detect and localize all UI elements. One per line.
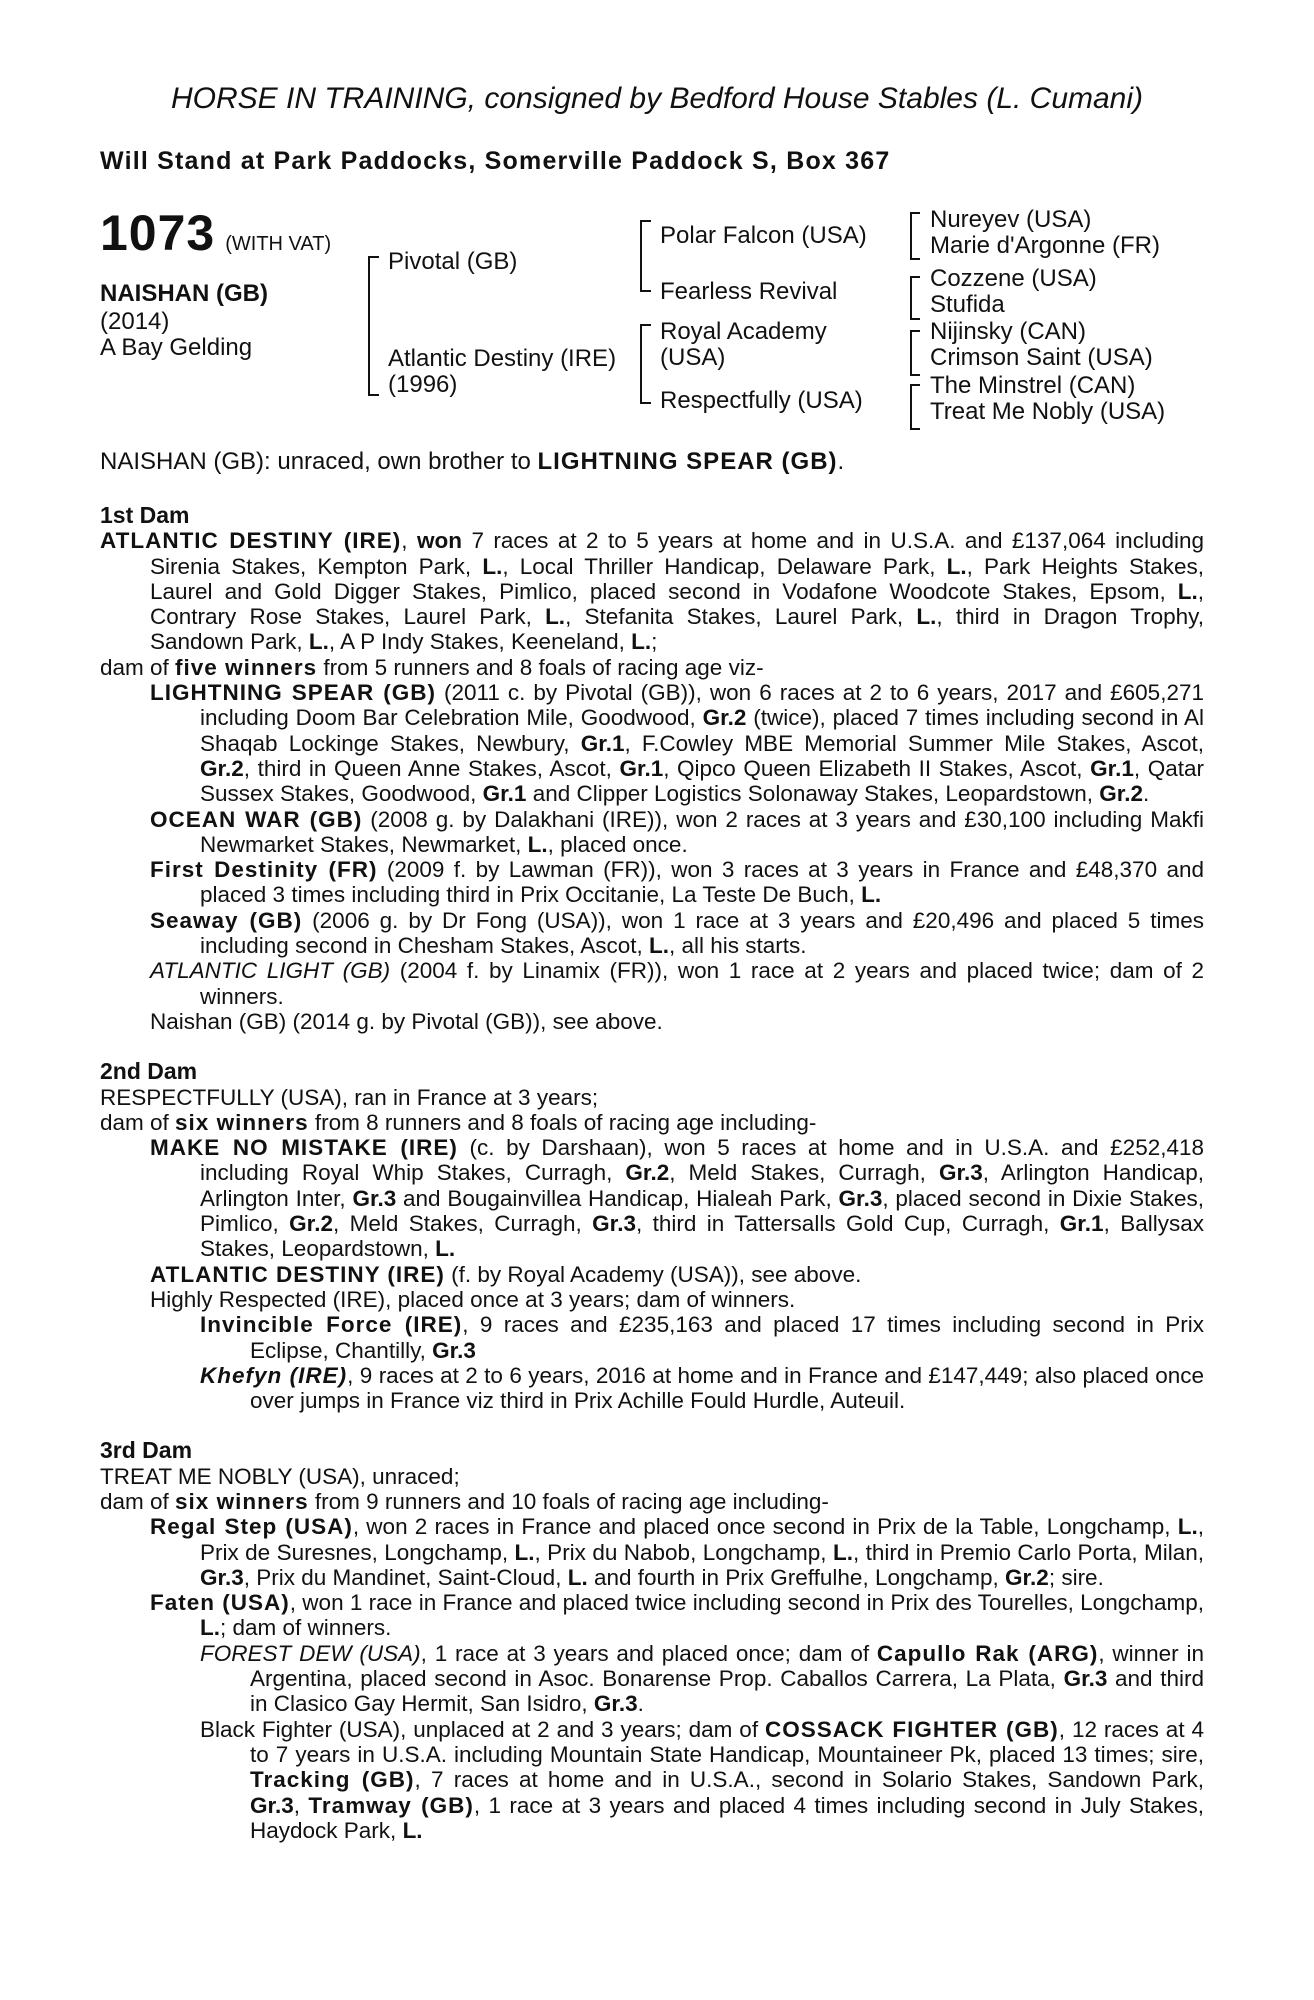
pedigree-brace (910, 276, 920, 320)
horse-year: (2014) (100, 308, 170, 335)
pedigree-g3-5: Nijinsky (CAN) (930, 318, 1086, 345)
stand-location: Will Stand at Park Paddocks, Somerville Paddock S, Box 367 (100, 147, 891, 175)
pedigree-brace (910, 212, 920, 260)
produce-entry: Faten (USA), won 1 race in France and placed twice including second in Prix des Tourelles, Longchamp, L.; dam of winners. (150, 1590, 1205, 1641)
grandproduce-entry: FOREST DEW (USA), 1 race at 3 years and placed once; dam of Capullo Rak (ARG), winner in Argentina, placed second in Asoc. Bonarense Prop. Caballos Carrera, La Plata, Gr.3 and third in Clasico Gay Hermit, San Isidro, Gr.3. (200, 1640, 1205, 1717)
pedigree-g3-2: Marie d'Argonne (FR) (930, 232, 1160, 259)
pedigree-dam-year: (1996) (388, 371, 458, 398)
second-dam-record: RESPECTFULLY (USA), ran in France at 3 years; (100, 1084, 599, 1110)
produce-entry: LIGHTNING SPEAR (GB) (2011 c. by Pivotal (GB)), won 6 races at 2 to 6 years, 2017 and £605,271 including Doom Bar Celebration Mile, Goodwood, Gr.2 (twice), placed 7 times including second in Al Shaqab Lockinge Stakes, Newbury, Gr.1, F.Cowley MBE Memorial Summer Mile Stakes, Ascot, Gr.2, third in Queen Anne Stakes, Ascot, Gr.1, Qipco Queen Elizabeth II Stakes, Ascot, Gr.1, Qatar Sussex Stakes, Goodwood, Gr.1 and Clipper Logistics Solonaway Stakes, Leopardstown, Gr.2. (150, 680, 1204, 807)
grandproduce-entry: Khefyn (IRE), 9 races at 2 to 6 years, 2016 at home and in France and £147,449; also placed once over jumps in France viz third in Prix Achille Fould Hurdle, Auteuil. (200, 1362, 1204, 1414)
pedigree-g3-8: Treat Me Nobly (USA) (930, 398, 1166, 425)
pedigree-g3-3: Cozzene (USA) (930, 265, 1097, 292)
produce-entry: Seaway (GB) (2006 g. by Dr Fong (USA)), won 1 race at 3 years and £20,496 and placed 5 times including second in Chesham Stakes, Ascot, L., all his starts. (150, 907, 1204, 959)
produce-entry: First Destinity (FR) (2009 f. by Lawman (FR)), won 3 races at 3 years in France and £48,370 and placed 3 times including third in Prix Occitanie, La Teste De Buch, L. (150, 857, 1204, 908)
produce-entry: OCEAN WAR (GB) (2008 g. by Dalakhani (IRE)), won 2 races at 3 years and £30,100 including Makfi Newmarket Stakes, Newmarket, L., placed once. (150, 806, 1204, 857)
pedigree-g3-7: The Minstrel (CAN) (930, 372, 1136, 399)
family-notes (100, 503, 1204, 1843)
pedigree-g3-6: Crimson Saint (USA) (930, 344, 1153, 371)
first-dam-record: ATLANTIC DESTINY (IRE), won 7 races at 2 to 5 years at home and in U.S.A. and £137,064 including Sirenia Stakes, Kempton Park, L., Local Thriller Handicap, Delaware Park, L., Park Heights Stakes, Laurel and Gold Digger Stakes, Pimlico, placed second in Vodafone Woodcote Stakes, Epsom, L., Contrary Rose Stakes, Laurel Park, L., Stefanita Stakes, Laurel Park, L., third in Dragon Trophy, Sandown Park, L., A P Indy Stakes, Keeneland, L.; (100, 528, 1205, 655)
produce-entry: ATLANTIC DESTINY (IRE) (f. by Royal Academy (USA)), see above. (150, 1261, 862, 1287)
lot-number: 1073 (100, 205, 216, 261)
horse-description: A Bay Gelding (100, 334, 253, 361)
pedigree-brace (640, 220, 651, 292)
pedigree-g3-1: Nureyev (USA) (930, 206, 1092, 233)
first-dam-heading: 1st Dam (100, 502, 190, 528)
produce-entry: Regal Step (USA), won 2 races in France and placed once second in Prix de la Table, Longchamp, L., Prix de Suresnes, Longchamp, L., Prix du Nabob, Longchamp, L., third in Premio Carlo Porta, Milan, Gr.3, Prix du Mandinet, Saint-Cloud, L. and fourth in Prix Greffulhe, Longchamp, Gr.2; sire. (150, 1514, 1204, 1590)
vat-note: (WITH VAT) (225, 233, 332, 255)
pedigree-brace (910, 330, 920, 376)
pedigree-dam: Atlantic Destiny (IRE) (388, 345, 617, 372)
third-dam-record: TREAT ME NOBLY (USA), unraced; (100, 1463, 460, 1489)
third-dam-produce-summary: dam of six winners from 9 runners and 10 foals of racing age including- (100, 1488, 829, 1514)
produce-entry: ATLANTIC LIGHT (GB) (2004 f. by Linamix (FR)), won 1 race at 2 years and placed twice; dam of 2 winners. (150, 958, 1204, 1009)
second-dam-heading: 2nd Dam (100, 1058, 198, 1085)
pedigree-brace (368, 256, 379, 396)
second-dam-produce-summary: dam of six winners from 8 runners and 8 foals of racing age including- (100, 1109, 817, 1135)
third-dam-heading: 3rd Dam (100, 1437, 193, 1464)
pedigree-g3-4: Stufida (930, 291, 1005, 318)
horse-name: NAISHAN (GB) (100, 280, 268, 307)
pedigree-sire-sire: Polar Falcon (USA) (660, 222, 867, 249)
pedigree-brace (640, 324, 651, 404)
horse-summary: NAISHAN (GB): unraced, own brother to LIGHTNING SPEAR (GB). (100, 448, 845, 475)
produce-entry: Naishan (GB) (2014 g. by Pivotal (GB)), see above. (150, 1008, 663, 1034)
pedigree-sire-dam: Fearless Revival (660, 278, 838, 305)
produce-entry: MAKE NO MISTAKE (IRE) (c. by Darshaan), won 5 races at home and in U.S.A. and £252,418 including Royal Whip Stakes, Curragh, Gr.2, Meld Stakes, Curragh, Gr.3, Arlington Handicap, Arlington Inter, Gr.3 and Bougainvillea Handicap, Hialeah Park, Gr.3, placed second in Dixie Stakes, Pimlico, Gr.2, Meld Stakes, Curragh, Gr.3, third in Tattersalls Gold Cup, Curragh, Gr.1, Ballysax Stakes, Leopardstown, L. (150, 1135, 1205, 1262)
lot-block (100, 205, 331, 261)
pedigree-dam-sire: Royal Academy (660, 318, 827, 345)
consignor-title: HORSE IN TRAINING, consigned by Bedford House Stables (L. Cumani) (170, 82, 1144, 115)
brother-name: LIGHTNING SPEAR (GB) (537, 448, 838, 475)
first-dam-produce-summary: dam of five winners from 5 runners and 8 foals of racing age viz- (100, 654, 764, 680)
pedigree-dam-sire-country: (USA) (660, 344, 726, 371)
pedigree-brace (910, 384, 920, 430)
pedigree-dam-dam: Respectfully (USA) (660, 387, 863, 414)
pedigree-sire: Pivotal (GB) (388, 248, 518, 275)
grandproduce-entry: Black Fighter (USA), unplaced at 2 and 3 years; dam of COSSACK FIGHTER (GB), 12 races at 4 to 7 years in U.S.A. including Mountain State Handicap, Mountaineer Pk, placed 13 times; sire, Tracking (GB), 7 races at home and in U.S.A., second in Solario Stakes, Sandown Park, Gr.3, Tramway (GB), 1 race at 3 years and placed 4 times including second in July Stakes, Haydock Park, L. (200, 1716, 1204, 1843)
produce-entry: Highly Respected (IRE), placed once at 3 years; dam of winners. (150, 1286, 796, 1312)
grandproduce-entry: Invincible Force (IRE), 9 races and £235,163 and placed 17 times including second in Prix Eclipse, Chantilly, Gr.3 (200, 1312, 1204, 1363)
